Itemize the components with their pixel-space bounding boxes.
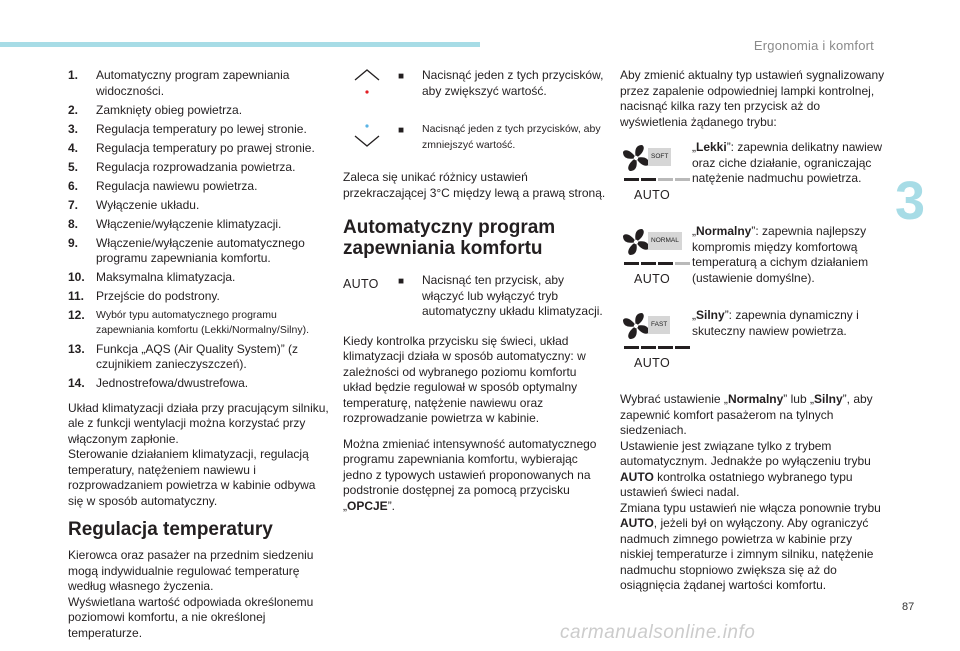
legend-number: 11. [68,289,85,303]
fan-modes [620,140,885,384]
legend-item [68,103,330,119]
legend-item [68,342,330,373]
level-bar [658,178,673,181]
paragraph-setting-note: Ustawienie jest związane tylko z trybem automatycznym. Jednakże po wyłączeniu trybu AUTO kontrolka ostatniego wybranego typu ustawień świeci nadal. [620,438,871,499]
legend-number: 1. [68,68,79,82]
level-bar [675,262,690,265]
legend-list [68,68,330,392]
legend-number: 10. [68,270,85,284]
level-bar [658,346,673,349]
legend-number: 5. [68,159,79,174]
legend-number: 13. [68,341,85,356]
level-bar [658,262,673,265]
mode-name: Silny [696,308,725,322]
legend-item [68,236,330,267]
mode-badge: SOFT [648,148,671,166]
increase-text: Nacisnąć jeden z tych przycisków, aby zwiększyć wartość. [422,68,604,98]
legend-item [68,179,330,195]
mode-description: ”: zapewnia najlepszy kompromis między komfortową temperaturą a cichym działaniem (ustawienie domyślne). [692,224,869,285]
bullet-icon: ■ [398,125,405,136]
watermark: carmanualsonline.info [560,622,756,643]
legend-text: Jednostrefowa/dwustrefowa. [96,376,249,390]
mode-description: ”: zapewnia delikatny nawiew oraz ciche działanie, ograniczając natężenie nadmuchu powietrza. [692,140,883,185]
auto-row [343,273,608,320]
paragraph-auto-description: Kiedy kontrolka przycisku się świeci, układ klimatyzacji działa w sposób automatyczny: w zależności od wybranego poziomu komfortu układ będzie regulował w sposób optymalny temperaturę, natężenie nawiewu oraz rozprowadzanie powietrza w kabinie. [343,333,586,425]
level-bars [624,346,690,349]
legend-number: 2. [68,102,79,117]
mode-badge: NORMAL [648,232,682,250]
paragraph-temperature-2: Wyświetlana wartość odpowiada określonemu poziomowi komfortu, a nie określonej temperaturze. [68,594,314,640]
paragraph-choose: Wybrać ustawienie „Normalny” lub „Silny”, aby zapewnić komfort pasażerom na tylnych siedzeniach. [620,392,873,437]
mode-name: Normalny [696,224,752,238]
paragraph-change-note: Zmiana typu ustawień nie włącza ponownie trybu AUTO, jeżeli był on wyłączony. Aby ograniczyć nadmuch zimnego powietrza w kabinie przy niskiej temperaturze i zimnym silniku, natężenie nadmuchu stopniowo zwiększa się aż do osiągnięcia żądanej wartości komfortu. [620,500,881,592]
legend-item [68,68,330,99]
legend-number: 8. [68,216,79,231]
level-bar [624,346,639,349]
bullet-icon: ■ [398,71,405,82]
legend-number: 12. [68,308,85,322]
level-bar [675,178,690,181]
legend-text: Przejście do podstrony. [96,289,220,303]
heading-auto-program: Automatyczny program zapewniania komfortu [343,217,556,259]
fan-mode-row [620,224,885,300]
fan-icon [620,140,692,216]
fan-mode-row [620,140,885,216]
auto-label: AUTO [634,272,671,286]
column-right [620,68,885,604]
legend-number: 7. [68,197,79,212]
heading-temperature: Regulacja temperatury [68,519,273,540]
legend-number: 6. [68,178,79,193]
chevron-up-icon [343,68,398,108]
level-bar [641,346,656,349]
mode-name: Lekki [696,140,727,154]
level-bar [675,346,690,349]
legend-text: Regulacja rozprowadzania powietrza. [96,159,296,174]
paragraph-temperature-1: Kierowca oraz pasażer na przednim siedzeniu mogą indywidualnie regulować temperaturę według własnego życzenia. [68,548,314,593]
legend-text: Zamknięty obieg powietrza. [96,102,243,117]
legend-number: 4. [68,140,79,155]
level-bars [624,262,690,265]
legend-item [68,160,330,176]
legend-text: Regulacja nawiewu powietrza. [96,178,258,193]
auto-text: Nacisnąć ten przycisk, aby włączyć lub wyłączyć tryb automatyczny układu klimatyzacji. [422,273,603,318]
bullet-icon: ■ [398,276,405,287]
legend-item [68,376,330,392]
chevron-down-icon [343,122,398,162]
level-bar [641,262,656,265]
mode-badge: FAST [648,316,670,334]
fan-mode-text: „Normalny”: zapewnia najlepszy kompromis między komfortową temperaturą a cichym działaniem (ustawienie domyślne). [692,224,869,285]
column-middle [343,68,608,524]
decrease-row [343,122,608,162]
legend-item [68,308,330,338]
options-label: OPCJE [347,498,388,513]
legend-item [68,141,330,157]
legend-item [68,270,330,286]
paragraph-difference: Zaleca się unikać różnicy ustawień przekraczającej 3°C między lewą a prawą stroną. [343,170,606,200]
page-number: 87 [902,601,915,613]
level-bar [624,262,639,265]
header-accent-bar [0,42,480,47]
fan-icon [620,224,692,300]
fan-mode-text: „Silny”: zapewnia dynamiczny i skuteczny nawiew powietrza. [692,308,859,338]
legend-text: Włączenie/wyłączenie automatycznego programu zapewniania komfortu. [96,235,305,265]
paragraph-intro: Układ klimatyzacji działa przy pracującym silniku, ale z funkcji wentylacji można korzystać przy włączonym zapłonie. [68,400,329,446]
legend-text: Regulacja temperatury po prawej stronie. [96,140,315,155]
paragraph-change-type: Aby zmienić aktualny typ ustawień sygnalizowany przez zapalenie odpowiedniej lampki kontrolnej, nacisnąć kilka razy ten przycisk aż do wyświetlenia żądanego trybu: [620,68,885,129]
paragraph-intensity: Można zmieniać intensywność automatycznego programu zapewniania komfortu, wybierając jedno z typowych ustawień proponowanych na podstronie dostępnej za pomocą przycisku „OPCJE”. [343,436,597,513]
fan-icon [620,308,692,384]
chapter-number: 3 [895,171,926,231]
auto-label: AUTO [634,188,671,202]
legend-text: Włączenie/wyłączenie klimatyzacji. [96,216,282,231]
legend-text: Wybór typu automatycznego programu zapewniania komfortu (Lekki/Normalny/Silny). [96,309,309,336]
legend-item [68,217,330,233]
legend-number: 14. [68,376,85,390]
auto-label: AUTO [634,356,671,370]
column-left [68,68,330,651]
legend-text: Funkcja „AQS (Air Quality System)” (z czujnikiem zanieczyszczeń). [96,341,299,371]
paragraph-auto-control: Sterowanie działaniem klimatyzacji, regulacją temperatury, natężeniem nawiewu i rozprowadzaniem powietrza w kabinie odbywa się w sposób automatyczny. [68,447,316,508]
legend-number: 3. [68,121,79,136]
fan-mode-row [620,308,885,384]
legend-text: Wyłączenie układu. [96,197,200,212]
level-bar [624,178,639,181]
fan-mode-text: „Lekki”: zapewnia delikatny nawiew oraz ciche działanie, ograniczając natężenie nadmuchu powietrza. [692,140,883,185]
legend-text: Regulacja temperatury po lewej stronie. [96,121,307,136]
legend-number: 9. [68,235,79,250]
legend-text: Automatyczny program zapewniania widoczności. [96,68,290,98]
level-bar [641,178,656,181]
legend-item [68,198,330,214]
legend-item [68,122,330,138]
legend-text: Maksymalna klimatyzacja. [96,270,236,284]
decrease-text: Nacisnąć jeden z tych przycisków, aby zmniejszyć wartość. [422,123,601,151]
level-bars [624,178,690,181]
increase-row [343,68,608,108]
legend-item [68,289,330,305]
auto-button-label: AUTO [343,277,379,291]
section-title: Ergonomia i komfort [753,38,874,53]
mode-description: ”: zapewnia dynamiczny i skuteczny nawiew powietrza. [692,308,859,338]
